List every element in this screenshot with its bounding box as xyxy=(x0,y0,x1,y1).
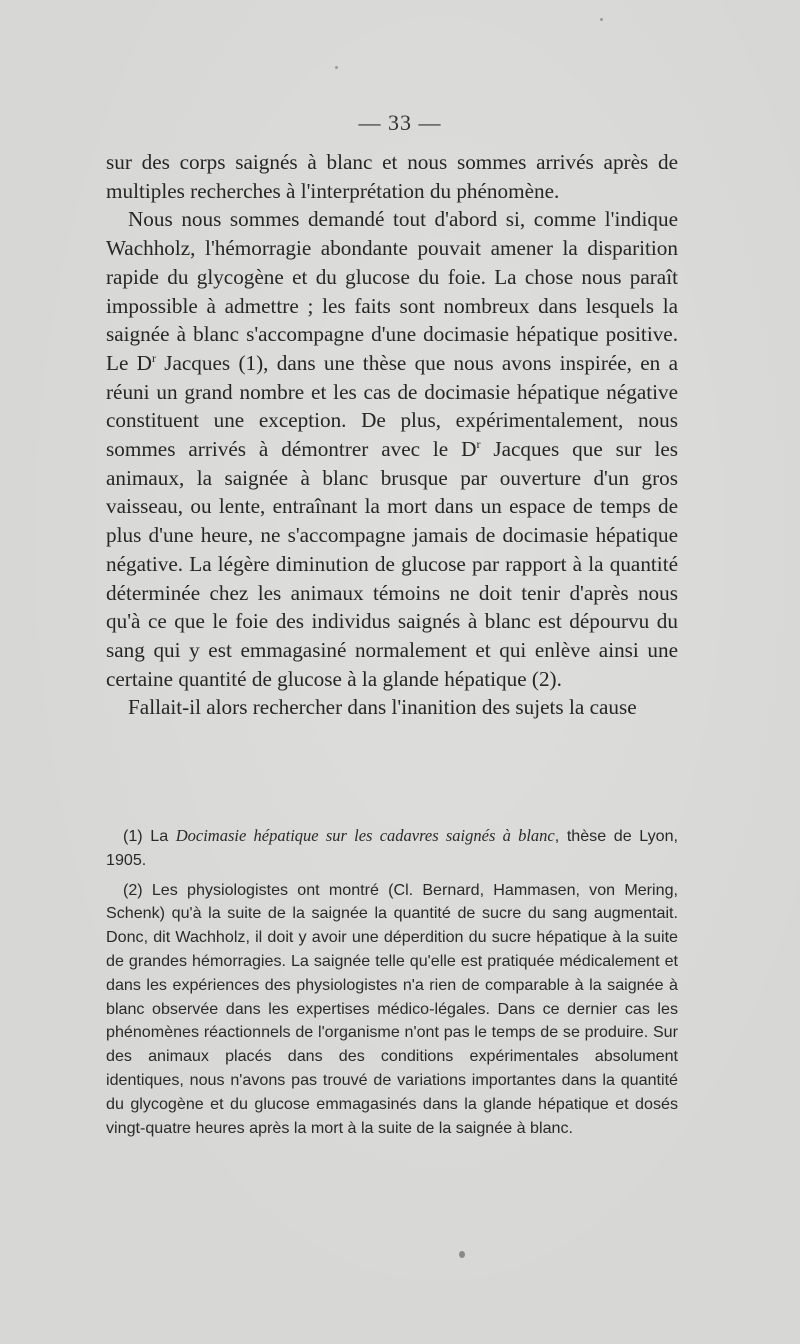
paper-speck xyxy=(335,66,338,69)
footnote-2: (2) Les physiologistes ont montré (Cl. Bernard, Hammasen, von Mering, Schenk) qu'à la suite de la saignée la quantité de sucre du sang augmentait. Donc, dit Wachholz, il doit y avoir une déperdition du sucre hépatique à la suite de grandes hémorragies. La saignée telle qu'elle est pratiquée médicalement et dans les expériences des physiologistes n'a rien de comparable à la saignée à blanc observée dans les expertises médico-légales. Dans ce dernier cas les phénomènes réactionnels de l'organisme n'ont pas le temps de se produire. Sur des animaux placés dans des conditions expérimentales absolument identiques, nous n'avons pas trouvé de variations importantes dans la quantité du glycogène et du glucose emmagasinés dans la glande hépatique et dosés vingt-quatre heures après la mort à la suite de la saignée à blanc. xyxy=(106,880,678,1137)
paragraph-1: sur des corps saignés à blanc et nous sommes arrivés après de multiples recherches à l'interprétation du phénomène. xyxy=(106,150,678,203)
page-number: — 33 — xyxy=(358,110,442,135)
main-text xyxy=(106,148,678,722)
doctor-abbrev-sup-1: r xyxy=(151,350,156,365)
paragraph-2 xyxy=(106,205,678,693)
paragraph-2-part-b: Jacques (1), dans une thèse que nous avons inspirée, en a réuni un grand nombre et les cas de docimasie hépatique négative constituent une exception. De plus, expérimentalement, nous sommes arrivés à démontrer avec le D xyxy=(106,350,678,462)
paper-speck xyxy=(459,1251,465,1258)
footnotes xyxy=(106,824,678,1146)
footnote-1-rest: , thèse de Lyon, 1905. xyxy=(106,827,679,869)
doctor-abbrev-sup-2: r xyxy=(476,436,481,451)
footnote-1 xyxy=(106,824,678,873)
paragraph-2-part-a: Nous nous sommes demandé tout d'abord si, comme l'indique Wachholz, l'hémorragie abondante pouvait amener la disparition rapide du glycogène et du glucose du foie. La chose nous paraît impossible à admettre ; les faits sont nombreux dans lesquels la saignée à blanc s'accompagne d'une docimasie hépatique positive. Le D xyxy=(106,207,678,375)
paragraph-2-part-c: Jacques que sur les animaux, la saignée à blanc brusque par ouverture d'un gros vaisseau, ou lente, entraînant la mort dans un espace de temps de plus d'une heure, ne s'accompagne jamais de docimasie hépatique négative. La légère diminution de glucose par rapport à la quantité déterminée chez les animaux témoins ne doit tenir d'après nous qu'à ce que le foie des individus saignés à blanc est dépourvu du sang qui y est emmagasiné normalement et qui enlève ainsi une certaine quantité de glucose à la glande hépatique (2). xyxy=(106,437,678,691)
paper-speck xyxy=(600,18,603,21)
footnote-1-number: (1) La xyxy=(123,827,176,845)
paragraph-3: Fallait-il alors rechercher dans l'inanition des sujets la cause xyxy=(128,695,637,720)
footnote-1-title: Docimasie hépatique sur les cadavres saignés à blanc xyxy=(175,826,555,845)
